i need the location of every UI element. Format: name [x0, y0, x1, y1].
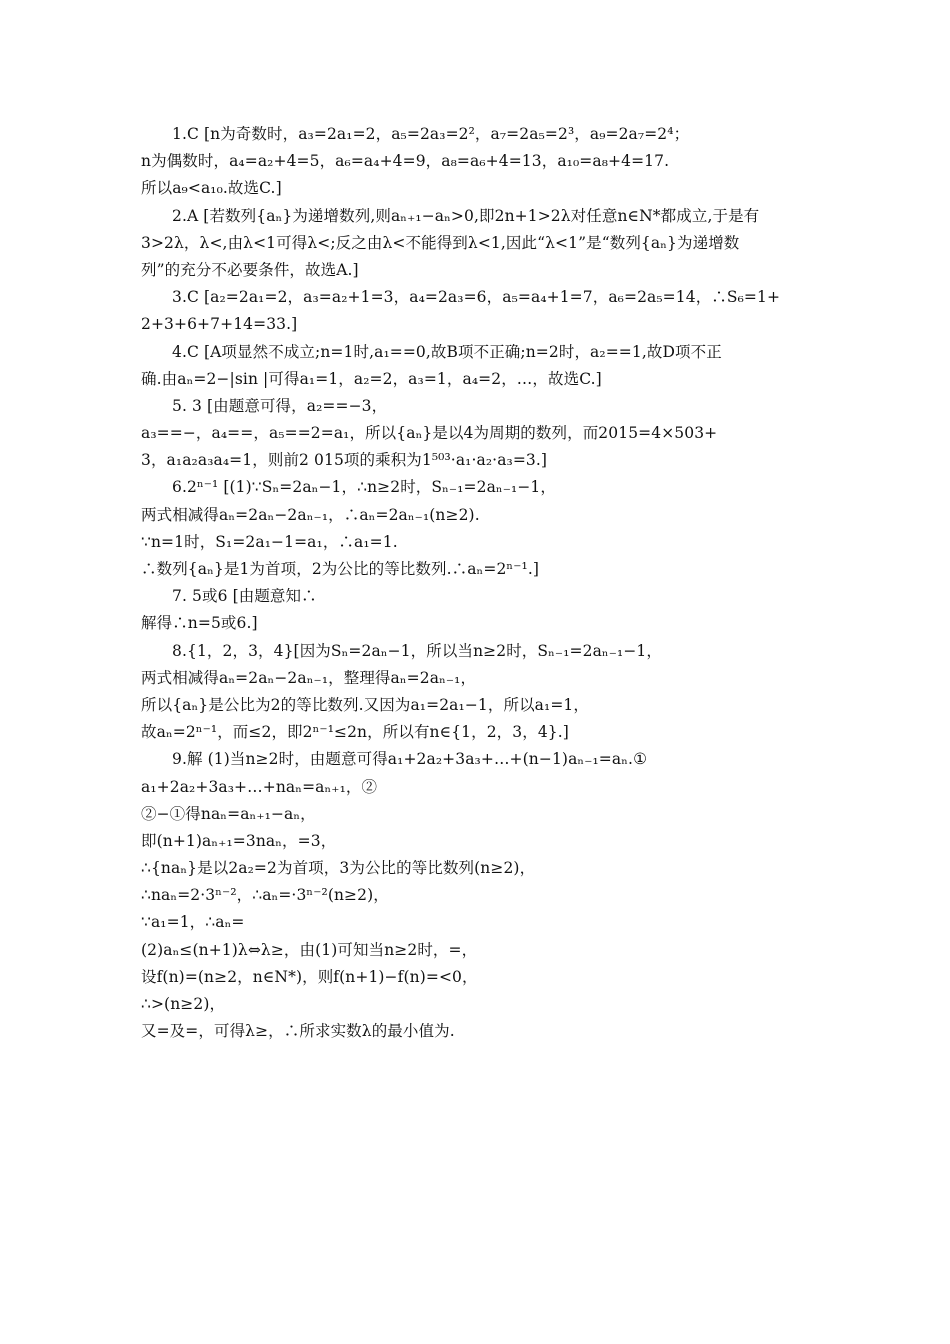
- text-line: 9.解 (1)当n≥2时，由题意可得a₁+2a₂+3a₃+…+(n−1)aₙ₋₁=aₙ.①: [172, 750, 648, 769]
- text-line: 两式相减得aₙ=2aₙ−2aₙ₋₁，∴aₙ=2aₙ₋₁(n≥2).: [141, 505, 480, 524]
- answer-text-block: [141, 121, 813, 1045]
- text-line: 又=及=，可得λ≥，∴所求实数λ的最小值为.: [141, 1022, 455, 1041]
- text-line: 8.{1，2，3，4}[因为Sₙ=2aₙ−1，所以当n≥2时，Sₙ₋₁=2aₙ₋₁−1，: [172, 641, 662, 660]
- text-line: 故aₙ=2ⁿ⁻¹，而≤2，即2ⁿ⁻¹≤2n，所以有n∈{1，2，3，4}.]: [141, 723, 569, 742]
- text-line: 4.C [A项显然不成立;n=1时,a₁==0,故B项不正确;n=2时，a₂==1,故D项不正: [172, 342, 722, 361]
- text-line: ∵n=1时，S₁=2a₁−1=a₁，∴a₁=1.: [141, 532, 398, 551]
- text-line: a₁+2a₂+3a₃+…+naₙ=aₙ₊₁，②: [141, 777, 378, 796]
- text-line: 即(n+1)aₙ₊₁=3naₙ，=3，: [141, 831, 337, 850]
- text-line: 解得∴n=5或6.]: [141, 614, 258, 633]
- text-line: 所以a₉<a₁₀.故选C.]: [141, 179, 282, 198]
- text-line: ∴>(n≥2)，: [141, 995, 226, 1013]
- text-line: 3.C [a₂=2a₁=2，a₃=a₂+1=3，a₄=2a₃=6，a₅=a₄+1=7，a₆=2a₅=14，∴S₆=1+: [172, 288, 781, 307]
- text-line: a₃==−，a₄==，a₅==2=a₁，所以{aₙ}是以4为周期的数列，而2015=4×503+: [141, 424, 718, 443]
- text-line: 7. 5或6 [由题意知∴: [172, 587, 317, 606]
- text-line: n为偶数时，a₄=a₂+4=5，a₆=a₄+4=9，a₈=a₆+4=13，a₁₀=a₈+4=17.: [141, 152, 670, 171]
- text-line: ②−①得naₙ=aₙ₊₁−aₙ，: [141, 804, 316, 823]
- text-line: 所以{aₙ}是公比为2的等比数列.又因为a₁=2a₁−1，所以a₁=1，: [141, 695, 589, 714]
- text-line: 2.A [若数列{aₙ}为递增数列,则aₙ₊₁−aₙ>0,即2n+1>2λ对任意n∈N*都成立,于是有: [172, 206, 760, 225]
- text-line: 6.2ⁿ⁻¹ [(1)∵Sₙ=2aₙ−1，∴n≥2时，Sₙ₋₁=2aₙ₋₁−1，: [172, 478, 556, 497]
- text-line: 1.C [n为奇数时，a₃=2a₁=2，a₅=2a₃=2²，a₇=2a₅=2³，a₉=2a₇=2⁴；: [172, 125, 690, 143]
- text-line: ∴{naₙ}是以2a₂=2为首项，3为公比的等比数列(n≥2)，: [141, 859, 536, 878]
- text-line: 3，a₁a₂a₃a₄=1，则前2 015项的乘积为1⁵⁰³·a₁·a₂·a₃=3.]: [141, 451, 548, 470]
- text-line: 5. 3 [由题意可得，a₂==−3，: [172, 396, 388, 415]
- text-line: 确.由aₙ=2−|sin |可得a₁=1，a₂=2，a₃=1，a₄=2，…，故选C.]: [141, 369, 602, 388]
- text-line: ∴naₙ=2·3ⁿ⁻²，∴aₙ=·3ⁿ⁻²(n≥2)，: [141, 886, 389, 905]
- text-line: 3>2λ，λ<,由λ<1可得λ<;反之由λ<不能得到λ<1,因此“λ<1”是“数列{aₙ}为递增数: [141, 233, 740, 252]
- text-line: 两式相减得aₙ=2aₙ−2aₙ₋₁，整理得aₙ=2aₙ₋₁，: [141, 668, 477, 687]
- text-line: 列”的充分不必要条件，故选A.]: [141, 260, 359, 279]
- text-line: (2)aₙ≤(n+1)λ⇔λ≥，由(1)可知当n≥2时，=，: [141, 940, 478, 959]
- text-line: 2+3+6+7+14=33.]: [141, 315, 298, 334]
- text-line: 设f(n)=(n≥2，n∈N*)，则f(n+1)−f(n)=<0，: [141, 967, 478, 986]
- text-line: ∴数列{aₙ}是1为首项，2为公比的等比数列.∴aₙ=2ⁿ⁻¹.]: [141, 560, 539, 578]
- text-line: ∵a₁=1，∴aₙ=: [141, 913, 245, 932]
